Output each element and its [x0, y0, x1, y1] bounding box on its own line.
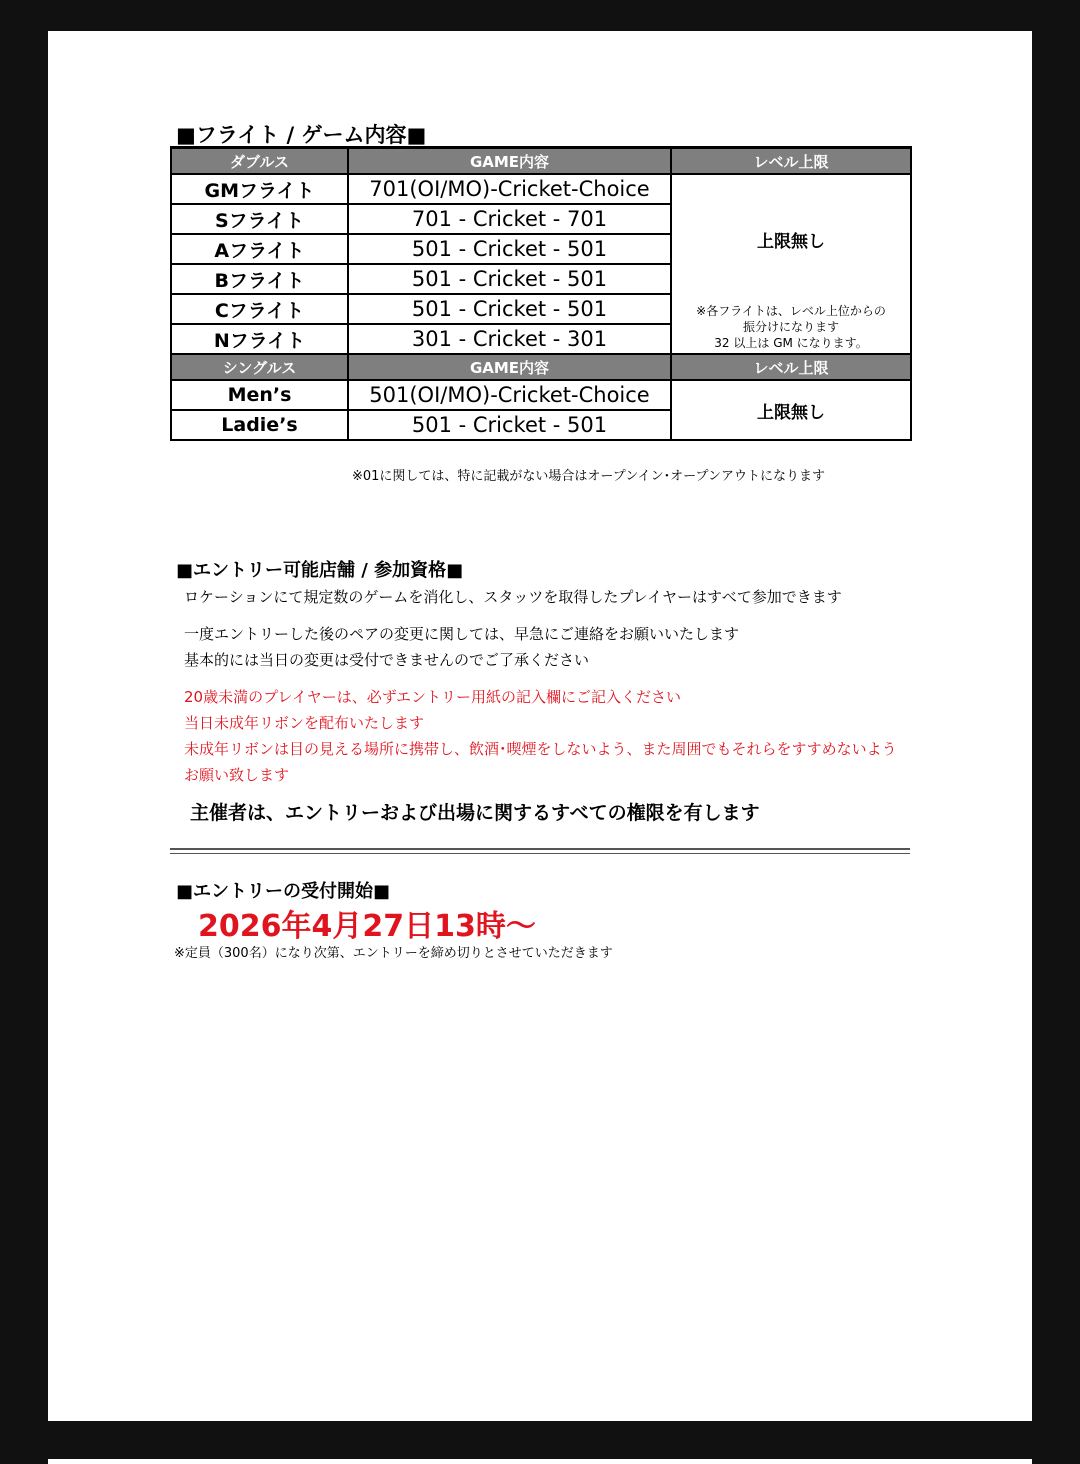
table-note: ※01に関しては、特に記載がない場合はオープンイン･オープンアウトになります — [352, 469, 825, 484]
game-content: 501 - Cricket - 501 — [348, 264, 671, 294]
game-content: 501(OI/MO)-Cricket-Choice — [348, 380, 671, 410]
table-row — [171, 380, 911, 410]
entry-start-heading: ■エントリーの受付開始■ — [176, 881, 391, 902]
entry-eligibility-heading: ■エントリー可能店舗 / 参加資格■ — [176, 560, 464, 581]
flight-name: Cフライト — [171, 294, 348, 324]
doubles-header: ダブルス — [171, 148, 348, 175]
doubles-level-cell — [671, 174, 911, 354]
flight-name: Men’s — [171, 380, 348, 410]
singles-header: シングルス — [171, 354, 348, 380]
next-page-edge — [48, 1459, 1032, 1464]
level-note-line: 振分けになります — [742, 320, 839, 334]
minor-notice-line: 当日未成年リボンを配布いたします — [184, 714, 425, 732]
singles-header-row — [171, 354, 911, 380]
game-content: 501 - Cricket - 501 — [348, 294, 671, 324]
game-content: 701 - Cricket - 701 — [348, 204, 671, 234]
table-row — [171, 174, 911, 204]
game-header: GAME内容 — [348, 148, 671, 175]
flight-table — [170, 146, 912, 441]
eligibility-line: ロケーションにて規定数のゲームを消化し、スタッツを取得したプレイヤーはすべて参加できます — [184, 588, 842, 606]
flight-name: Nフライト — [171, 324, 348, 354]
game-header: GAME内容 — [348, 354, 671, 380]
level-header: レベル上限 — [671, 148, 911, 175]
level-note-line: ※各フライトは、レベル上位からの — [696, 304, 886, 318]
level-note-line: 32 以上は GM になります。 — [714, 336, 868, 350]
divider — [170, 848, 910, 854]
minor-notice-line: 未成年リボンは目の見える場所に携帯し、飲酒･喫煙をしないよう、また周囲でもそれらをすすめないよう — [184, 740, 897, 758]
game-content: 301 - Cricket - 301 — [348, 324, 671, 354]
minor-notice-line: 20歳未満のプレイヤーは、必ずエントリー用紙の記入欄にご記入ください — [184, 688, 681, 706]
doubles-level-value: 上限無し — [757, 232, 825, 252]
doubles-header-row — [171, 148, 911, 175]
game-content: 501 - Cricket - 501 — [348, 410, 671, 440]
flight-name: GMフライト — [171, 174, 348, 204]
organizer-rights: 主催者は、エントリーおよび出場に関するすべての権限を有します — [190, 802, 760, 824]
singles-level-value: 上限無し — [671, 380, 911, 440]
game-content: 701(OI/MO)-Cricket-Choice — [348, 174, 671, 204]
flight-name: Ladie’s — [171, 410, 348, 440]
game-content: 501 - Cricket - 501 — [348, 234, 671, 264]
eligibility-line: 一度エントリーした後のペアの変更に関しては、早急にご連絡をお願いいたします — [184, 625, 740, 643]
flight-name: Aフライト — [171, 234, 348, 264]
minor-notice-line: お願い致します — [184, 766, 290, 784]
level-header: レベル上限 — [671, 354, 911, 380]
flight-name: Sフライト — [171, 204, 348, 234]
level-note — [672, 303, 910, 351]
capacity-note: ※定員（300名）になり次第、エントリーを締め切りとさせていただきます — [174, 946, 613, 961]
flight-game-heading: ■フライト / ゲーム内容■ — [176, 123, 427, 147]
flight-name: Bフライト — [171, 264, 348, 294]
entry-start-date: 2026年4月27日13時～ — [198, 909, 536, 944]
eligibility-line: 基本的には当日の変更は受付できませんのでご了承ください — [184, 651, 590, 669]
document-page — [48, 31, 1032, 1421]
